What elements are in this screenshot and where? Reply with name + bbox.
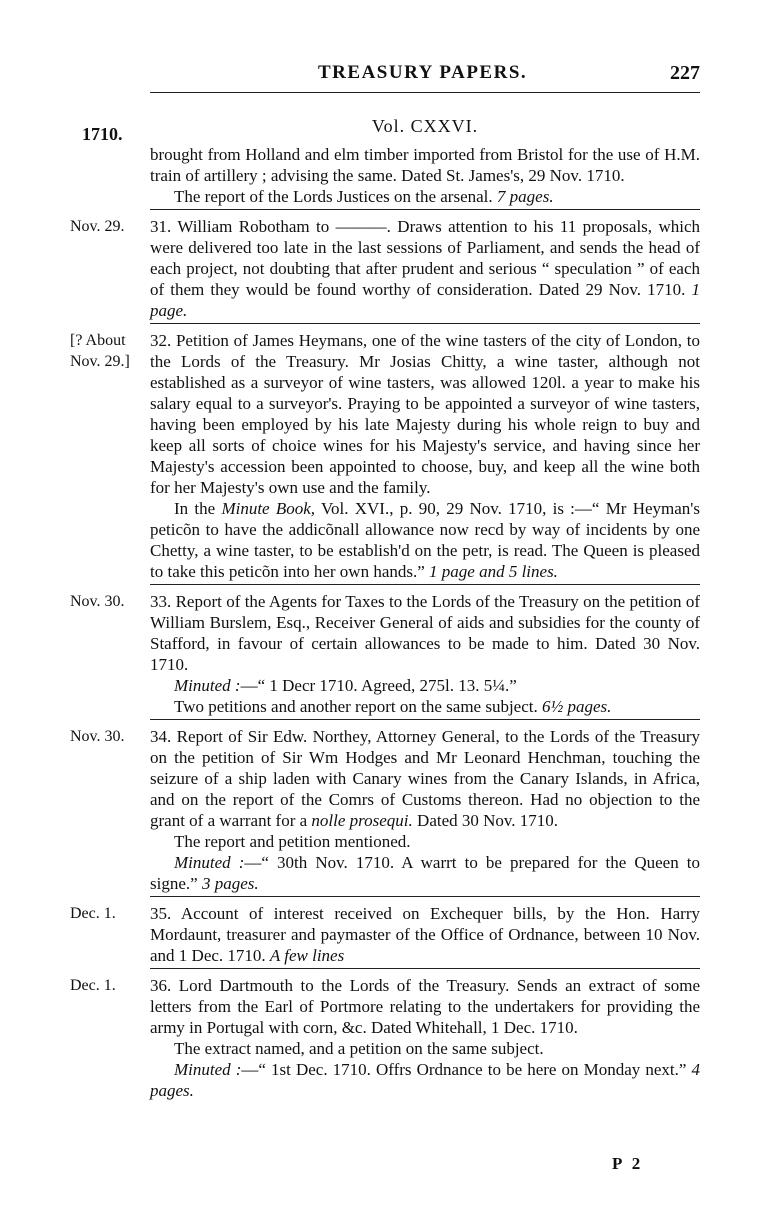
page-number: 227: [670, 62, 700, 84]
page-count: A few lines: [269, 946, 345, 965]
minuted-note: [150, 852, 700, 894]
running-head: [150, 62, 700, 90]
minute-prefix: In the: [174, 499, 216, 518]
minuted-note: [150, 675, 700, 696]
minuted-label: Minuted :: [174, 1060, 242, 1079]
entry-text: 36. Lord Dartmouth to the Lords of the Treasury. Sends an extract of some letters from the Earl of Portmore relating to the undertakers for providing the army in Portugal with corn, &c. Dated Whitehall, 1 Dec. 1710.: [150, 976, 700, 1037]
minuted-text: —“ 1 Decr 1710. Agreed, 275l. 13. 5¼.”: [240, 676, 517, 695]
minute-book-title: Minute Book,: [221, 499, 316, 518]
continuation-note: [150, 186, 700, 207]
entry-date: Dec. 1.: [70, 977, 116, 994]
entry-text: 32. Petition of James Heymans, one of the wine tasters of the city of London, to the Lords of the Treasury. Mr Josias Chitty, a wine taster, although not established as a surveyor of wine tasters, was allowed 120l. a year to make his salary equal to a surveyor's. Praying to be appointed a surveyor of wine tasters, having been employed by his late Majesty during his whole reign to buy and keep all sorts of choice wines for his Majesty's service, and having since her Majesty's accession been appointed to choose, buy, and keep all the wine both for her Majesty's own use and the family.: [150, 331, 700, 497]
entry-date: Dec. 1.: [70, 905, 116, 922]
page-count: 4 pages.: [150, 1060, 701, 1100]
entry-dated: Dated 30 Nov. 1710.: [417, 811, 559, 830]
entry-date: Nov. 30.: [70, 728, 125, 745]
legal-term: nolle prosequi.: [311, 811, 413, 830]
entry-body: 31. William Robotham to ———. Draws attention to his 11 proposals, which were delivered too late in the last sessions of Parliament, and sends the head of each project, not doubting that after prudent and serious “ speculation ” of each of them they would be found worthy of consideration. Dated 29 Nov. 1710.: [150, 217, 700, 299]
minuted-text: —“ 30th Nov. 1710. A warrt to be prepared for the Queen to signe.”: [150, 853, 700, 893]
note-text: The report of the Lords Justices on the arsenal.: [174, 187, 493, 206]
note-text: Two petitions and another report on the same subject.: [174, 697, 538, 716]
page-count: 7 pages.: [496, 187, 554, 206]
page-count: 1 page.: [150, 280, 701, 320]
entry-text: [150, 903, 700, 966]
page-count: 6½ pages.: [542, 697, 612, 716]
entry-text: [150, 726, 700, 831]
minuted-label: Minuted :: [174, 853, 245, 872]
header-rule: [150, 92, 700, 93]
enclosure-note: The report and petition mentioned.: [174, 832, 411, 851]
volume-heading: Vol. CXXVI.: [371, 116, 479, 136]
minuted-note: [150, 1059, 700, 1101]
minuted-label: Minuted :: [174, 676, 241, 695]
entry-34: [70, 719, 700, 894]
enclosure-note: The extract named, and a petition on the same subject.: [174, 1039, 544, 1058]
continuation-text: brought from Holland and elm timber imported from Bristol for the use of H.M. train of artillery ; advising the same. Dated St. James's, 29 Nov. 1710.: [150, 145, 700, 185]
continuation-entry: [150, 144, 700, 207]
year-margin-note: 1710.: [82, 124, 123, 144]
minute-note: [150, 498, 700, 582]
entry-date: [? About Nov. 29.]: [70, 332, 130, 370]
entry-text: [150, 216, 700, 321]
entry-date: Nov. 30.: [70, 593, 125, 610]
entry-35: [70, 896, 700, 966]
entries-column: [70, 144, 701, 1101]
entry-31: [70, 209, 701, 321]
page-count: 1 page and 5 lines.: [429, 562, 558, 581]
minuted-text: —“ 1st Dec. 1710. Offrs Ordnance to be here on Monday next.”: [241, 1060, 687, 1079]
minute-text: Vol. XVI., p. 90, 29 Nov. 1710, is :—“ Mr Heyman's peticõn to have the addicõnall allowance now recd by way of incidents by one Chetty, a wine taster, to be establish'd on the petr, is read. The Queen is pleased to take this peticõn into her own hands.”: [150, 499, 700, 581]
entry-body: 35. Account of interest received on Exchequer bills, by the Hon. Harry Mordaunt, treasurer and paymaster of the Office of Ordnance, between 10 Nov. and 1 Dec. 1710.: [150, 904, 700, 965]
running-title: TREASURY PAPERS.: [318, 62, 528, 83]
entry-text: 33. Report of the Agents for Taxes to the Lords of the Treasury on the petition of William Burslem, Esq., Receiver General of aids and subsidies for the county of Stafford, in favour of certain allowances to be made to him. Dated 30 Nov. 1710.: [150, 592, 700, 674]
entry-body: 34. Report of Sir Edw. Northey, Attorney General, to the Lords of the Treasury on the petition of Sir Wm Hodges and Mr Leonard Henchman, touching the seizure of a ship laden with Canary wines from the Canary Islands, in Africa, and on the report of the Comrs of Customs thereon. Had no objection to the grant of a warrant for a: [150, 727, 700, 830]
entry-36: [70, 968, 701, 1101]
entry-33: [70, 584, 700, 717]
entry-32: [70, 323, 700, 582]
signature-mark: P 2: [612, 1154, 644, 1173]
enclosure-note: [150, 696, 700, 717]
page-count: 3 pages.: [201, 874, 259, 893]
entry-date: Nov. 29.: [70, 218, 125, 235]
